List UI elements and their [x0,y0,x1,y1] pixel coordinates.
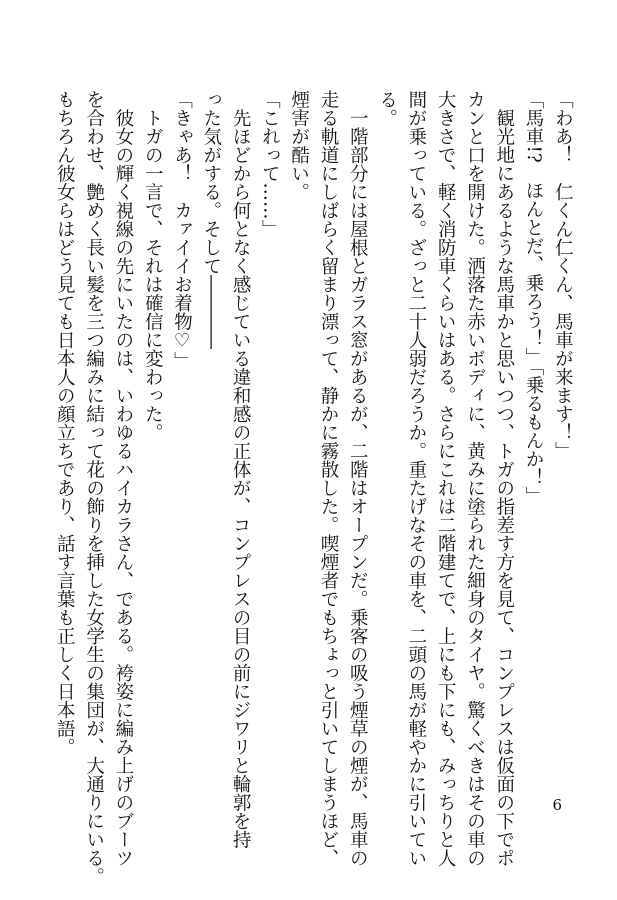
text-line: 「馬車!? ほんとだ、乗ろう！」「乗るもんか！」 [523,90,545,506]
text-line: 走る軌道にしばらく留まり漂って、静かに霧散した。喫煙者でもちょっと引いてしまうほど、 [317,90,339,867]
text-line: 煙害が酷い。 [288,90,310,201]
text-line: 大きさで、軽く消防車くらいはある。さらにこれは二階建てで、上にも下にも、みっちりと人 [435,90,457,867]
text-line: 「これって……」 [259,90,281,238]
text-line: 間が乗っている。ざっと二十人弱だろうか。重たげなその車を、二頭の馬が軽やかに引いてい [405,90,427,867]
page-number: 6 [552,796,562,814]
text-line: もちろん彼女らはどう見ても日本人の顔立ちであり、話す言葉も正しく日本語。 [54,90,76,756]
text-line: 「わあ！ 仁くん仁くん、馬車が来ます！」 [552,90,574,460]
text-line: った気がする。そして―――― [200,90,222,349]
text-line: る。 [376,90,398,127]
vertical-text-columns [50,90,577,886]
text-line: 一階部分には屋根とガラス窓があるが、二階はオープンだ。乗客の吸う煙草の煙が、馬車の [347,90,369,867]
text-line: トガの一言で、それは確信に変わった。 [142,90,164,442]
text-line: 彼女の輝く視線の先にいたのは、いわゆるハイカラさん、である。袴姿に編み上げのブーツ [112,90,134,867]
text-line: 「きゃあ！ カァイイお着物♡」 [171,90,193,370]
text-line: 先ほどから何となく感じている違和感の正体が、コンプレスの目の前にジワリと輪郭を持 [230,90,252,849]
text-line: 観光地にあるような馬車かと思いつつ、トガの指差す方を見て、コンプレスは仮面の下でポ [493,90,515,867]
body-text [50,90,574,886]
text-line: カンと口を開けた。洒落た赤いボディに、黄みに塗られた細身のタイヤ。驚くべきはその車の [464,90,486,867]
text-line: を合わせ、艶めく長い髪を三つ編みに結って花の飾りを挿した女学生の集団が、大通りにいる。 [83,90,105,886]
